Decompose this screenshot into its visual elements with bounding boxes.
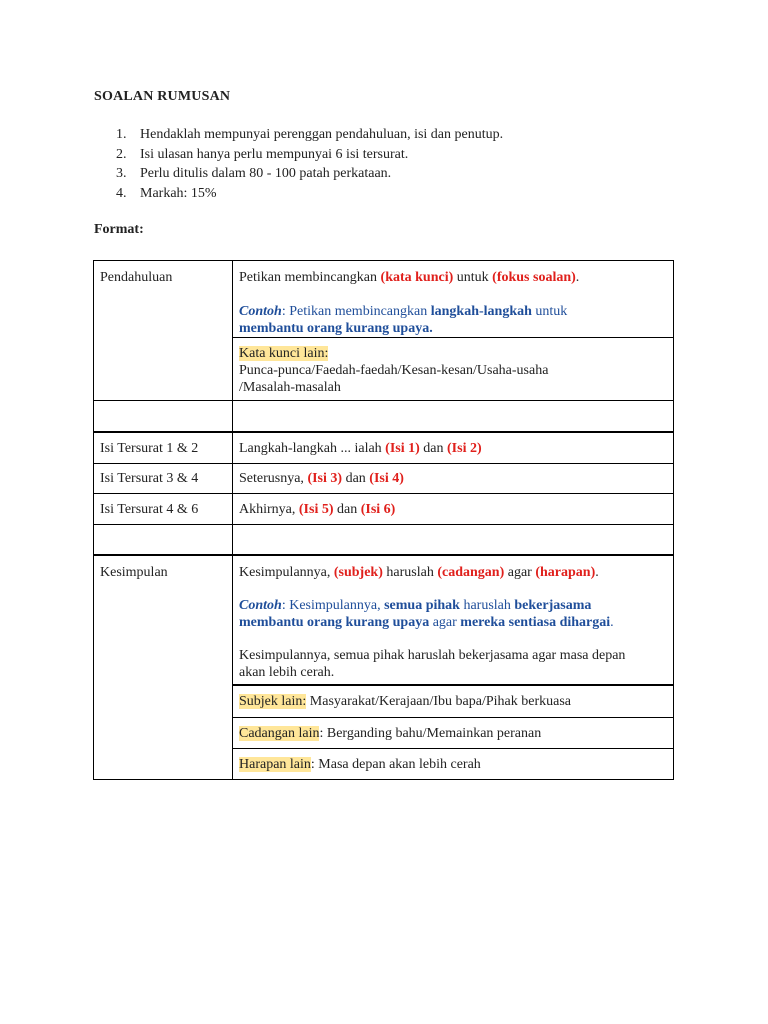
table-row (94, 261, 674, 338)
subject-label: Subjek lain: (239, 694, 307, 709)
table-row (94, 432, 674, 464)
content-cell: Akhirnya, (Isi 5) dan (Isi 6) (233, 494, 674, 525)
format-table (93, 260, 674, 780)
format-label: Format: (94, 222, 144, 237)
content-cell: Seterusnya, (Isi 3) dan (Isi 4) (233, 464, 674, 494)
row-label: Isi Tersurat 3 & 4 (94, 464, 233, 494)
keyword-label: Kata kunci lain: (239, 346, 329, 361)
conclusion-template-line: Kesimpulannya, (subjek) haruslah (cadangan) agar (harapan). (239, 565, 599, 580)
suggestion-label: Cadangan lain (239, 725, 320, 741)
row-label: Kesimpulan (94, 555, 233, 780)
table-row (94, 555, 674, 685)
keyword-cell: Kata kunci lain: Punca-punca/Faedah-faedah/Kesan-kesan/Usaha-usaha /Masalah-masalah (233, 338, 674, 401)
list-item: 2. Isi ulasan hanya perlu mempunyai 6 isi tersurat. (116, 146, 409, 162)
conclusion-sample-text: Kesimpulannya, semua pihak haruslah bekerjasama agar masa depan akan lebih cerah. (239, 648, 626, 680)
intro-template-line: Petikan membincangkan (kata kunci) untuk (fokus soalan). (239, 270, 580, 285)
intro-template-cell (233, 261, 674, 338)
rules-list (94, 125, 694, 203)
subject-cell: Subjek lain: Masyarakat/Kerajaan/Ibu bapa/Pihak berkuasa (233, 685, 674, 718)
hope-cell: Harapan lain: Masa depan akan lebih cerah (233, 749, 674, 780)
table-row (94, 494, 674, 525)
table-row (94, 464, 674, 494)
table-row (94, 525, 674, 556)
conclusion-template-cell (233, 555, 674, 685)
table-row (94, 401, 674, 433)
list-item: 1. Hendaklah mempunyai perenggan pendahuluan, isi dan penutup. (116, 127, 504, 142)
hope-label: Harapan lain (239, 756, 311, 772)
intro-example: Contoh: Petikan membincangkan langkah-langkah untuk membantu orang kurang upaya. (239, 304, 568, 336)
row-label: Isi Tersurat 1 & 2 (94, 432, 233, 464)
row-label: Pendahuluan (94, 261, 233, 401)
content-cell: Langkah-langkah ... ialah (Isi 1) dan (Isi 2) (233, 432, 674, 464)
row-label: Isi Tersurat 4 & 6 (94, 494, 233, 525)
page-title: SOALAN RUMUSAN (94, 89, 231, 104)
list-item: 3. Perlu ditulis dalam 80 - 100 patah perkataan. (116, 166, 392, 181)
conclusion-example: Contoh: Kesimpulannya, semua pihak haruslah bekerjasama membantu orang kurang upaya agar mereka sentiasa dihargai. (239, 598, 614, 630)
suggestion-cell: Cadangan lain: Berganding bahu/Memainkan peranan (233, 718, 674, 749)
list-item: 4. Markah: 15% (116, 185, 217, 201)
